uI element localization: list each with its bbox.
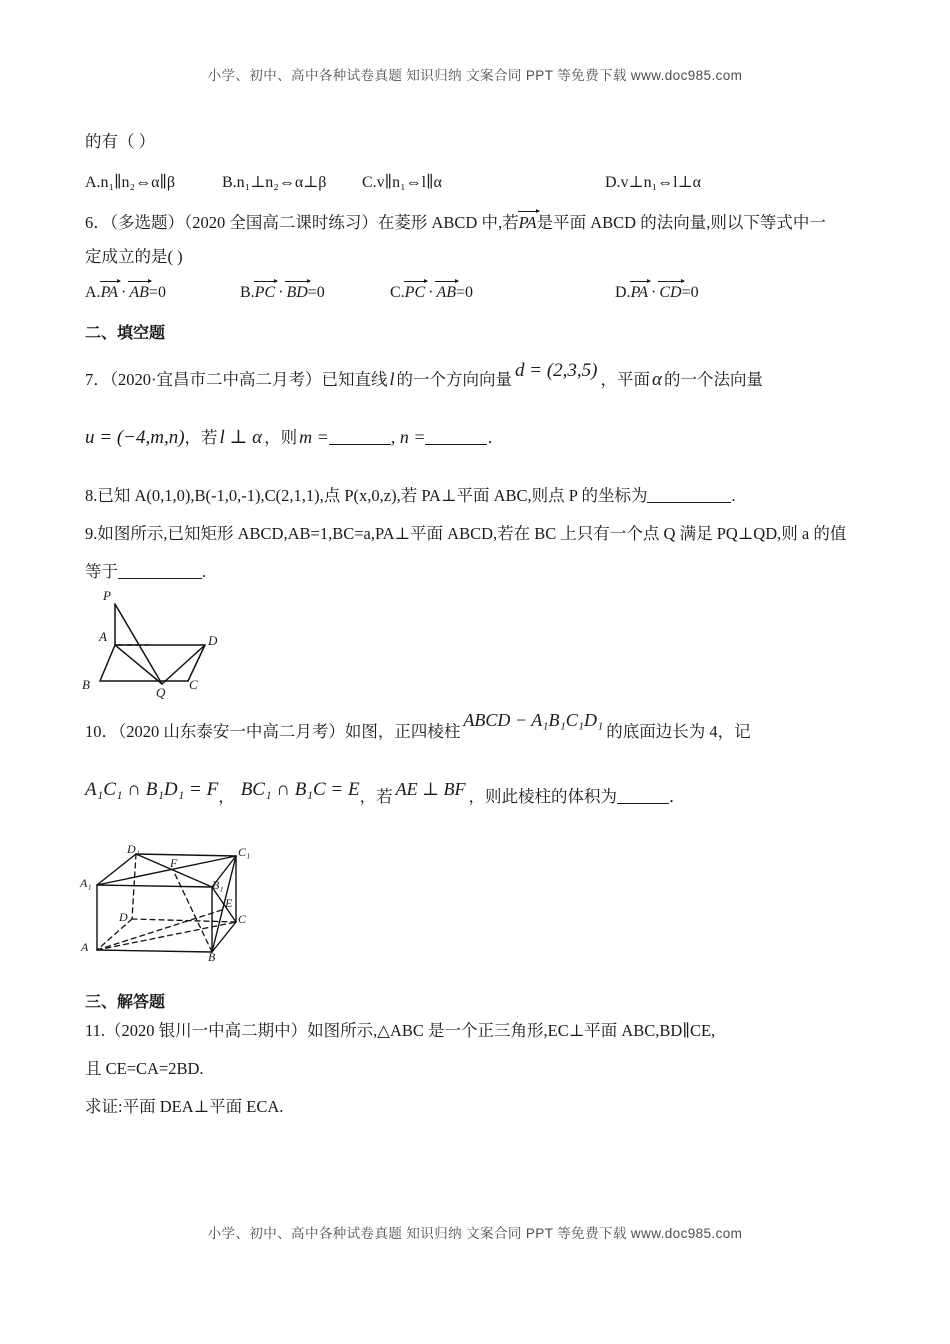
answer-blank-q10[interactable] (617, 803, 669, 804)
prism-label-c1: C₁ (238, 845, 251, 859)
vector-pc: PC (404, 284, 426, 301)
pyramid-label-q: Q (156, 685, 166, 700)
question-8 (85, 487, 736, 505)
edge-d1d-hidden (132, 854, 136, 919)
edge-ab (100, 645, 115, 681)
question-5-option-c: C.v∥n₁⇔l∥α (362, 174, 442, 191)
pyramid-label-b: B (82, 677, 90, 692)
question-7-number: 7． (85, 370, 110, 389)
question-7-text-3: ，平面 (600, 370, 650, 389)
edge-ae-hidden (97, 909, 225, 950)
question-10-text-1: 如图，正四棱柱 (344, 722, 461, 741)
prism-label-b: B (208, 950, 216, 964)
label-n: , n = (390, 427, 426, 447)
question-6-number: 6． (85, 213, 110, 232)
edge-dc (188, 645, 205, 681)
question-9-line-2 (85, 563, 206, 581)
prism-svg (70, 832, 300, 967)
formula-ae-perp-bf: AE ⊥ BF (395, 779, 466, 799)
condition-l-perp-alpha: l ⊥ α (219, 427, 263, 448)
formula-normal-vector: u = (−4,m,n) (85, 427, 185, 448)
question-5-option-b: B.n₁⊥n₂⇔α⊥β (222, 174, 327, 191)
question-5-option-d: D.v⊥n₁⇔l⊥α (605, 174, 702, 191)
question-7-text-2: 的一个方向向量 (396, 370, 513, 389)
vector-pc: PC (254, 284, 276, 301)
prism-label-f: F (170, 856, 178, 870)
q10-comma-2: ，若 (359, 787, 393, 806)
prism-label-e: E (225, 896, 233, 910)
question-10-text-2: 的底面边长为 4，记 (606, 722, 751, 741)
option-d-eq: =0 (681, 284, 699, 301)
edge-dq (162, 645, 205, 684)
formula-intersection-f: A₁C₁ ∩ B₁D₁ = F (85, 779, 219, 800)
variable-alpha: α (652, 369, 662, 390)
header-watermark: 小学、初中、高中各种试卷真题 知识归纳 文案合同 PPT 等免费下载 www.doc985.com (207, 68, 743, 83)
question-7-text-4: 的一个法向量 (663, 370, 763, 389)
question-7-line-1 (85, 360, 763, 391)
question-11-line-3: 求证:平面 DEA⊥平面 ECA. (85, 1097, 284, 1116)
question-10-number: 10． (85, 722, 118, 741)
question-6-tag: （多选题） (109, 213, 184, 232)
vector-pa: PA (100, 284, 119, 301)
vector-pa: PA (630, 284, 649, 301)
question-11-line-1 (85, 1022, 715, 1040)
q10-comma-1: ， (218, 787, 235, 806)
edge-pq (115, 604, 162, 684)
question-8-tail: . (731, 486, 736, 505)
question-5-tail: 的有（ ） (85, 132, 156, 151)
vector-ab: AB (436, 284, 456, 301)
question-7-source: （2020·宜昌市二中高二月考） (109, 370, 322, 389)
formula-direction-vector: d = (2,3,5) (515, 360, 598, 381)
prism-label-a: A (81, 940, 89, 954)
label-m: m = (299, 427, 329, 447)
question-8-text: 已知 A(0,1,0),B(-1,0,-1),C(2,1,1),点 P(x,0,z),若 PA⊥平面 ABC,则点 P 的坐标为 (97, 486, 648, 505)
question-11-line-2: 且 CE=CA=2BD. (85, 1059, 204, 1078)
figure-pyramid-pabcdq (70, 588, 300, 708)
option-b-eq: =0 (307, 284, 325, 301)
pyramid-label-a: A (99, 629, 107, 644)
prism-label-d: D (119, 910, 128, 924)
footer-watermark: 小学、初中、高中各种试卷真题 知识归纳 文案合同 PPT 等免费下载 www.doc985.com (207, 1226, 743, 1241)
prism-label-c: C (238, 912, 247, 926)
question-7-text-1: 已知直线 (321, 370, 388, 389)
question-11-source: （2020 银川一中高二期中） (105, 1021, 308, 1040)
figure-prism-abcd-a1b1c1d1 (70, 832, 300, 967)
question-9-tail: . (202, 562, 207, 581)
vector-cd: CD (659, 284, 682, 301)
question-6-option-a: A.PA · AB=0 (85, 284, 166, 301)
edge-ac-hidden (97, 922, 236, 950)
formula-prism-name: ABCD − A₁B₁C₁D₁ (463, 710, 604, 730)
option-c-eq: =0 (456, 284, 474, 301)
question-6-option-c: C.PC · AB=0 (390, 284, 474, 301)
question-8-number: 8. (85, 486, 98, 505)
question-7-line-2 (85, 428, 504, 449)
question-6-option-b: B.PC · BD=0 (240, 284, 325, 301)
question-9-text-2: 等于 (85, 562, 118, 581)
vector-pa: PA (518, 213, 537, 232)
question-10-tail: ． (669, 787, 686, 806)
question-7-text-5: ，若 (184, 428, 218, 447)
answer-blank-n[interactable] (425, 444, 487, 445)
option-c-label: C. (390, 284, 405, 301)
vector-bd: BD (286, 284, 308, 301)
question-11-text-1: 如图所示,△ABC 是一个正三角形,EC⊥平面 ABC,BD∥CE, (307, 1021, 716, 1040)
edge-b1a1 (97, 885, 212, 887)
prism-label-b1: B₁ (212, 878, 224, 892)
question-6-source: （2020 全国高二课时练习） (184, 213, 378, 232)
question-6-text-2: 是平面 ABCD 的法向量,则以下等式中一 (536, 213, 826, 232)
question-7-tail: ． (487, 428, 504, 447)
question-10-line-1 (85, 710, 751, 742)
pyramid-label-c: C (189, 677, 198, 692)
question-7-text-6: ，则 (264, 428, 298, 447)
question-9-number: 9. (85, 524, 98, 543)
pyramid-label-d: D (208, 633, 218, 648)
prism-label-d1: D₁ (127, 842, 140, 856)
pyramid-svg (70, 588, 300, 708)
pyramid-label-p: P (103, 588, 111, 603)
edge-aq (115, 645, 162, 684)
prism-label-a1: A₁ (80, 876, 92, 890)
edge-d1c1 (136, 854, 236, 856)
formula-intersection-e: BC₁ ∩ B₁C = E (240, 779, 360, 800)
vector-ab: AB (129, 284, 149, 301)
question-6-line-2: 定成立的是( ) (85, 247, 183, 266)
option-b-label: B. (240, 284, 255, 301)
option-a-eq: =0 (148, 284, 166, 301)
question-9-text-1: 如图所示,已知矩形 ABCD,AB=1,BC=a,PA⊥平面 ABCD,若在 BC 上只有一个点 Q 满足 PQ⊥QD,则 a 的值 (97, 524, 847, 543)
question-9-line-1 (85, 525, 846, 543)
answer-blank-m[interactable] (329, 444, 391, 445)
option-a-label: A. (85, 284, 101, 301)
question-10-source: （2020 山东泰安一中高二月考） (118, 722, 345, 741)
question-6-text-1: 在菱形 ABCD 中,若 (377, 213, 519, 232)
question-11-number: 11. (85, 1021, 106, 1040)
edge-ab (97, 950, 212, 952)
question-5-option-a: A.n₁∥n₂⇔α∥β (85, 174, 176, 191)
question-6-option-d: D.PA · CD=0 (615, 284, 699, 301)
option-d-label: D. (615, 284, 631, 301)
question-10-line-2 (85, 779, 686, 806)
q10-comma-3: ，则此棱柱的体积为 (468, 787, 618, 806)
variable-l: l (389, 369, 395, 389)
answer-blank-q8[interactable] (647, 502, 731, 503)
answer-blank-q9[interactable] (118, 578, 202, 579)
question-6-line-1 (85, 213, 826, 232)
section-heading-fill-in-blank: 二、填空题 (85, 325, 166, 342)
section-heading-solution: 三、解答题 (85, 994, 166, 1011)
